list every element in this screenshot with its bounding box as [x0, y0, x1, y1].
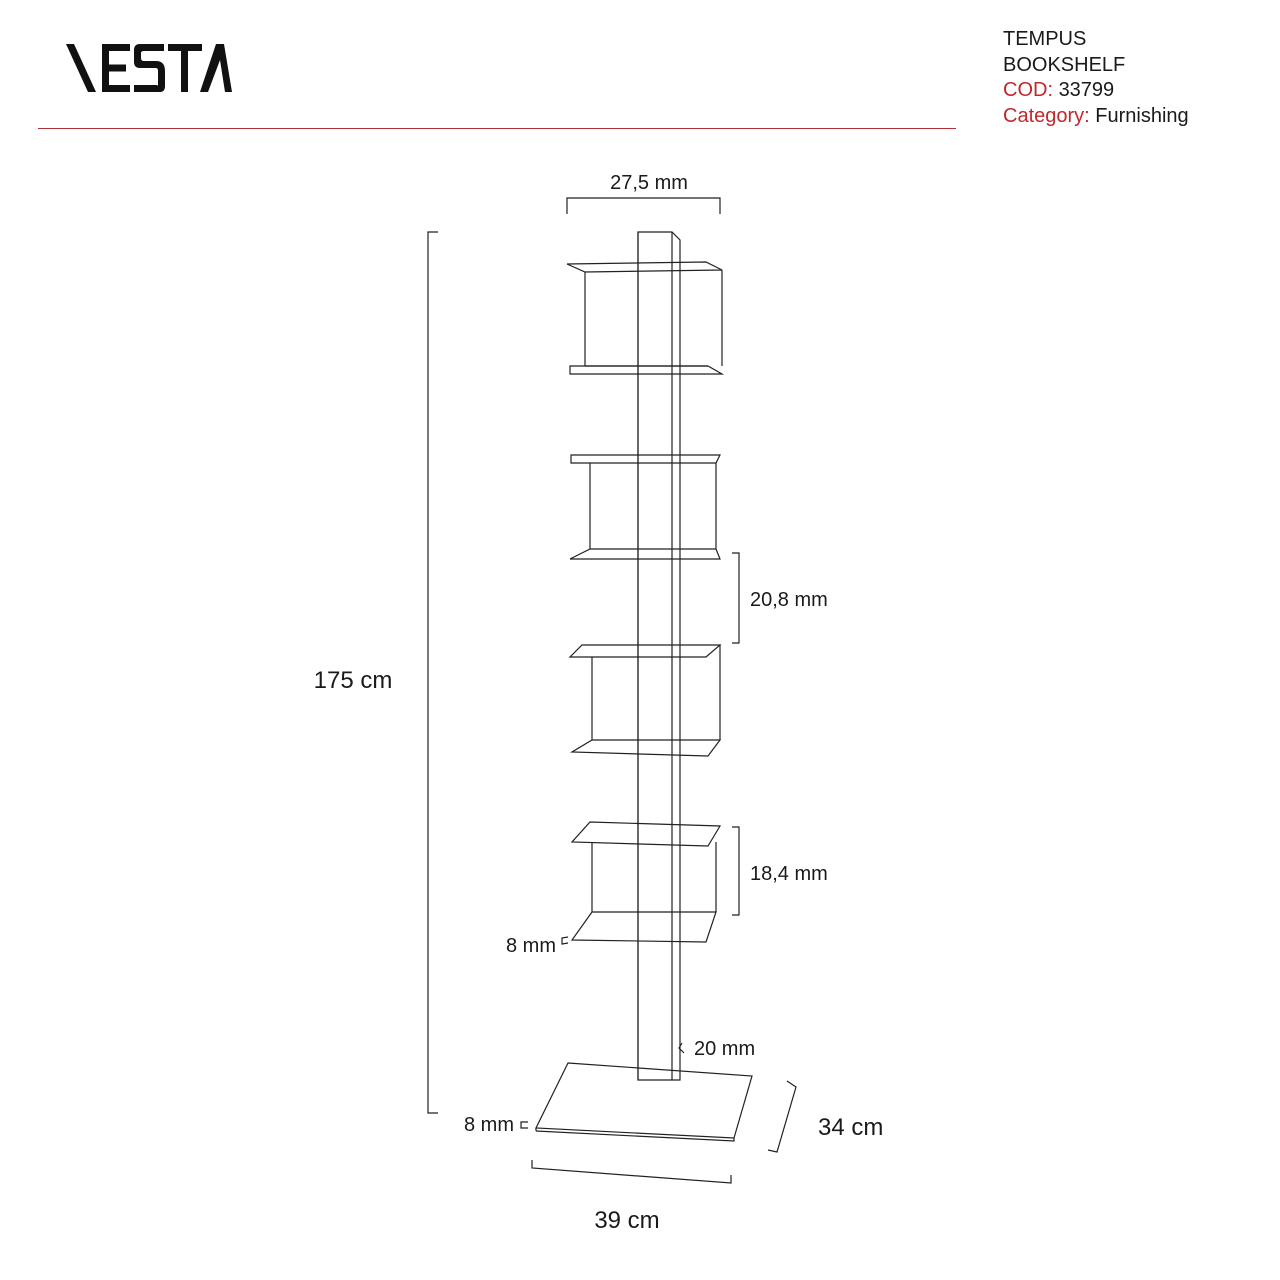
height-label: 175 cm — [313, 667, 393, 694]
shelf-spacing-label: 20,8 mm — [750, 589, 828, 611]
cod-value: 33799 — [1058, 79, 1115, 101]
dimension-height — [314, 232, 438, 1113]
dimension-shelf-thickness — [506, 935, 568, 957]
shelf-1 — [567, 262, 722, 374]
dimension-base-width — [532, 1160, 731, 1234]
column-width-label: 20 mm — [694, 1038, 756, 1060]
category-value: Furnishing — [1095, 104, 1189, 127]
shelf-2 — [570, 455, 720, 559]
dimension-shelf-spacing — [732, 553, 828, 643]
cod-label: COD: — [1003, 79, 1053, 101]
base-width-label: 39 cm — [594, 1207, 660, 1234]
shelf-thickness-label: 8 mm — [506, 935, 556, 957]
category-label: Category: — [1003, 104, 1090, 127]
shelf-3 — [570, 645, 720, 756]
dimension-base-thickness — [464, 1114, 528, 1136]
product-name-line2: BOOKSHELF — [1003, 53, 1126, 76]
column — [638, 232, 680, 1080]
product-name-line1: TEMPUS — [1003, 28, 1087, 50]
base-thickness-label: 8 mm — [464, 1114, 514, 1136]
dimension-base-depth — [768, 1081, 883, 1152]
top-width-label: 27,5 mm — [610, 172, 688, 194]
dimension-shelf-height — [732, 827, 828, 915]
base-depth-label: 34 cm — [818, 1114, 884, 1141]
shelf-height-label: 18,4 mm — [750, 863, 828, 885]
dimension-column-width — [679, 1038, 755, 1060]
base — [536, 1063, 752, 1141]
dimension-top-width — [567, 172, 720, 214]
shelf-4 — [572, 822, 720, 942]
